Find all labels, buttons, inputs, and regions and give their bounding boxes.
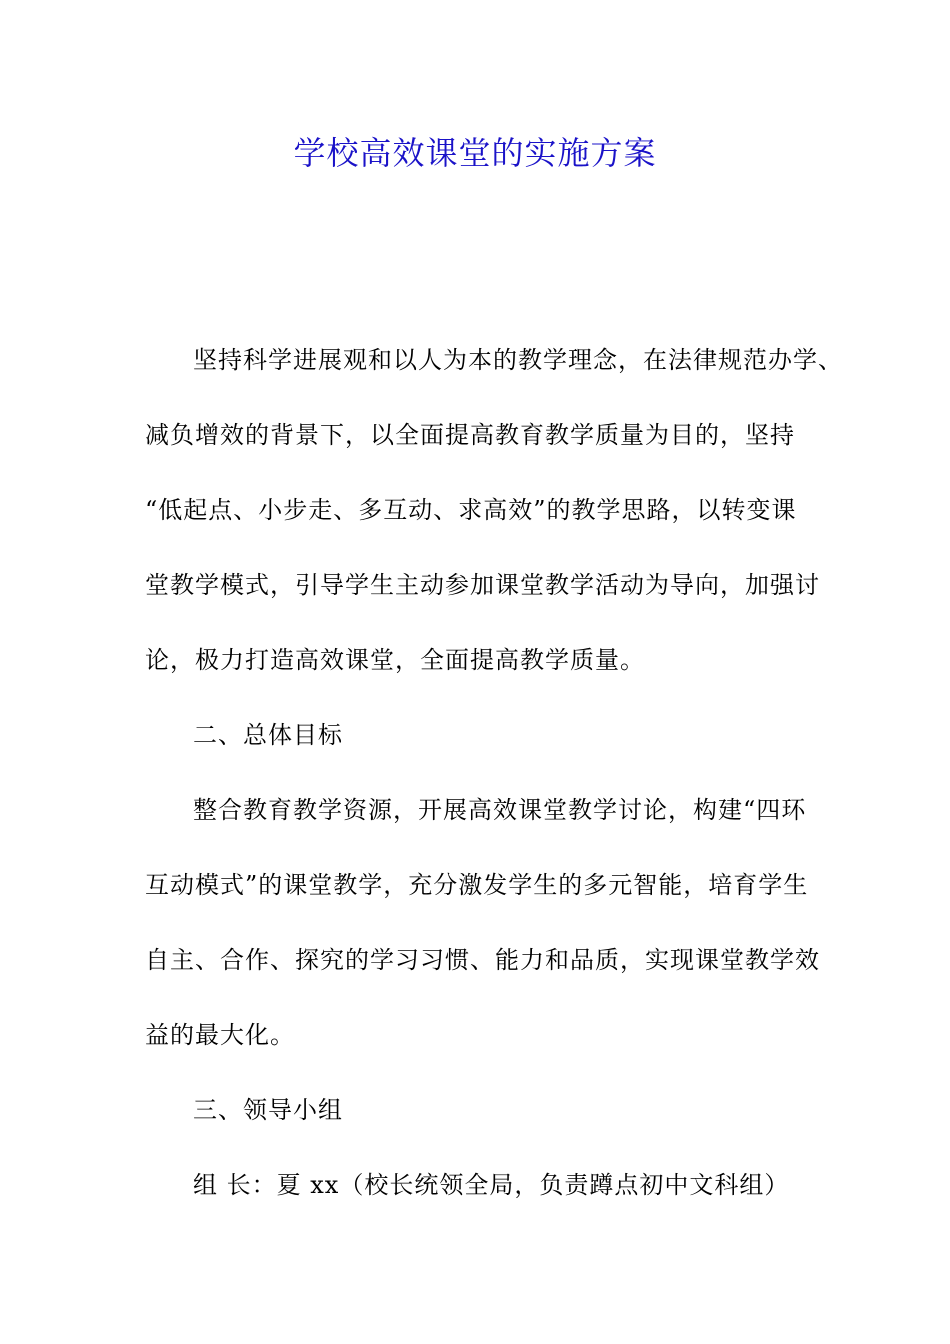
- paragraph-3-line-1: 组 长：夏 xx（校长统领全局，负责蹲点初中文科组）: [193, 1171, 790, 1199]
- paragraph-1-line-2: 减负增效的背景下，以全面提高教育教学质量为目的，坚持: [145, 421, 795, 449]
- section-heading-overall-goal: 二、总体目标: [193, 721, 343, 749]
- paragraph-2-line-3: 自主、合作、探究的学习习惯、能力和品质，实现课堂教学效: [145, 946, 820, 974]
- section-heading-leadership-group: 三、领导小组: [193, 1096, 343, 1124]
- paragraph-2-line-1: 整合教育教学资源，开展高效课堂教学讨论，构建“四环: [193, 796, 807, 824]
- paragraph-2-line-4: 益的最大化。: [145, 1021, 295, 1049]
- paragraph-1-line-5: 论，极力打造高效课堂，全面提高教学质量。: [145, 646, 645, 674]
- paragraph-1-line-4: 堂教学模式，引导学生主动参加课堂教学活动为导向，加强讨: [145, 571, 820, 599]
- paragraph-1-line-3: “低起点、小步走、多互动、求高效”的教学思路，以转变课: [145, 496, 797, 524]
- paragraph-1-line-1: 坚持科学进展观和以人为本的教学理念，在法律规范办学、: [193, 346, 843, 374]
- document-title: 学校高效课堂的实施方案: [293, 134, 657, 172]
- paragraph-2-line-2: 互动模式”的课堂教学，充分激发学生的多元智能，培育学生: [145, 871, 809, 899]
